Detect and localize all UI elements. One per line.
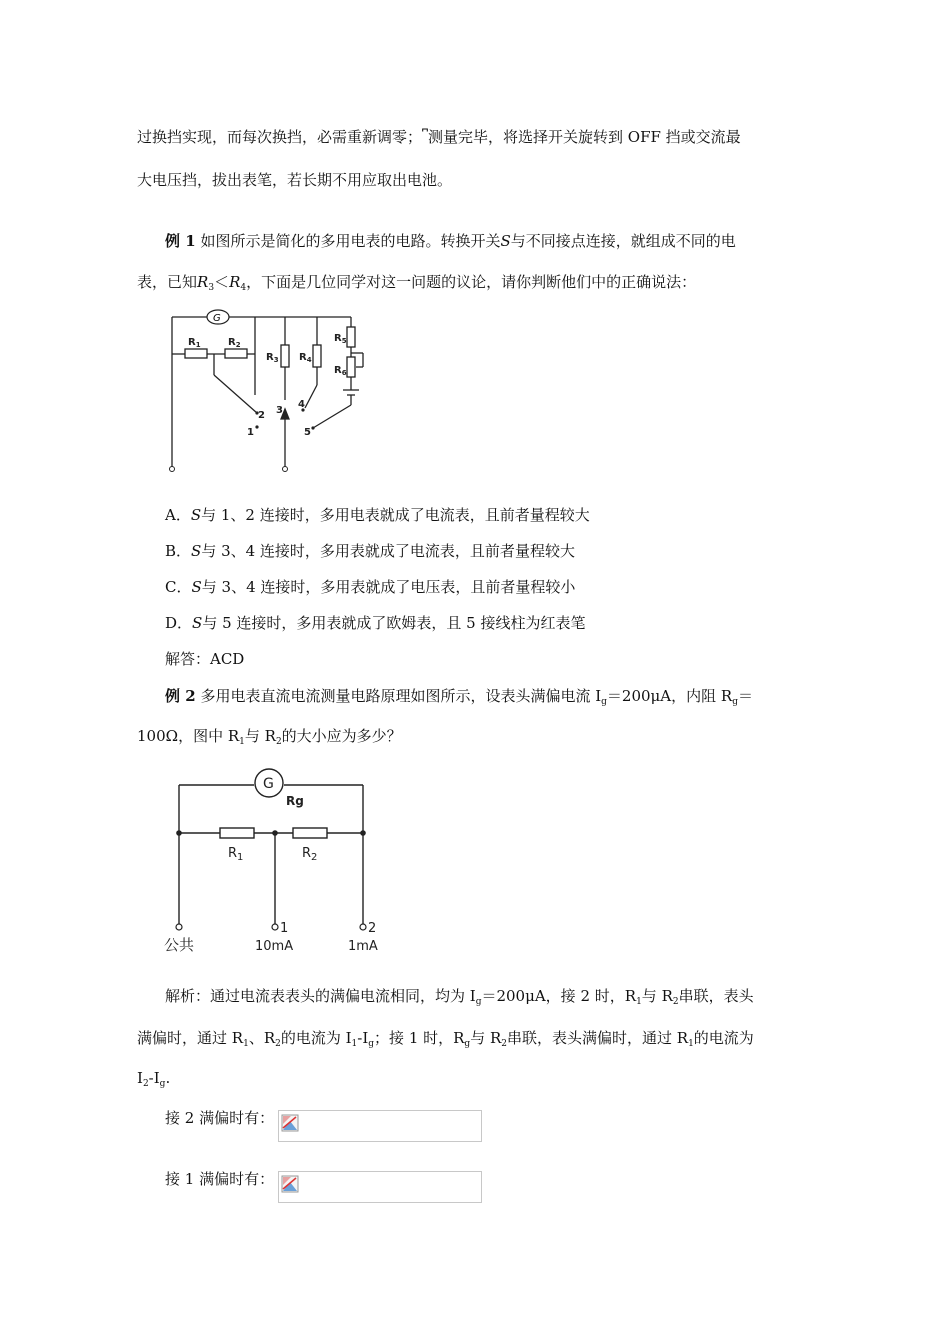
analysis-line-3: $I_2-I_g$. bbox=[137, 1069, 171, 1089]
formula-label-connect-1: 接 1 满偏时有： bbox=[165, 1170, 275, 1188]
paragraph-1-line-1: 过换挡实现，而每次换挡，必需重新调零；⎴测量完毕，将选择开关旋转到 OFF 挡或交流最 bbox=[137, 128, 741, 146]
example-2-line-1: 例 2 多用电表直流电流测量电路原理如图所示，设表头满偏电流 $I_g=200\mu A$，内阻 $R_g=$ bbox=[165, 687, 753, 707]
option-a: A．S与 1、2 连接时，多用电表就成了电流表，且前者量程较大 bbox=[165, 506, 590, 524]
svg-text:R3: $R_3$ bbox=[266, 352, 279, 364]
multimeter-circuit-diagram bbox=[165, 305, 380, 480]
option-c: C．S与 3、4 连接时，多用表就成了电压表，且前者量程较小 bbox=[165, 578, 576, 596]
svg-text:2: 2 bbox=[368, 921, 377, 936]
svg-text:2: 2 bbox=[258, 410, 265, 421]
example-1-label: 例 1 bbox=[165, 232, 196, 250]
svg-text:R2: $R_2$ bbox=[228, 337, 241, 349]
svg-text:R1: $R_1$ bbox=[188, 337, 201, 349]
svg-text:4: 4 bbox=[298, 399, 305, 410]
svg-text:1mA: 1mA bbox=[348, 939, 378, 954]
example-1-line-1: 例 1 如图所示是简化的多用电表的电路。转换开关S与不同接点连接，就组成不同的电 bbox=[165, 232, 736, 250]
tilde-mark: ⎴ bbox=[422, 128, 429, 146]
svg-text:3: 3 bbox=[276, 405, 283, 416]
formula-label-connect-2: 接 2 满偏时有： bbox=[165, 1109, 275, 1127]
example-2-line-2: 100Ω，图中 $R_1$与 $R_2$的大小应为多少？ bbox=[137, 727, 402, 747]
svg-text:Rg: Rg bbox=[286, 794, 304, 808]
example-2-label: 例 2 bbox=[165, 687, 196, 705]
broken-image-icon bbox=[281, 1114, 299, 1132]
svg-text:R1: $R_1$ bbox=[228, 846, 244, 863]
svg-text:1: 1 bbox=[247, 427, 254, 438]
galvanometer-label-2: G bbox=[263, 776, 274, 792]
option-b: B．S与 3、4 连接时，多用表就成了电流表，且前者量程较大 bbox=[165, 542, 575, 560]
formula-image-connect-2 bbox=[278, 1110, 482, 1142]
analysis-line-2: 满偏时，通过 $R_1$、$R_2$的电流为 $I_1-I_g$；接 1 时，$R_g$与 $R_2$串联，表头满偏时，通过 $R_1$的电流为 bbox=[137, 1029, 754, 1049]
formula-image-connect-1 bbox=[278, 1171, 482, 1203]
paragraph-1-line-2: 大电压挡，拔出表笔，若长期不用应取出电池。 bbox=[137, 171, 453, 189]
svg-text:10mA: 10mA bbox=[255, 939, 294, 954]
svg-text:R5: $R_5$ bbox=[334, 333, 347, 345]
svg-text:R2: $R_2$ bbox=[302, 846, 318, 863]
svg-text:公共: 公共 bbox=[164, 936, 195, 954]
svg-text:R6: $R_6$ bbox=[334, 365, 347, 377]
answer-1: 解答：ACD bbox=[165, 650, 245, 668]
broken-image-icon bbox=[281, 1175, 299, 1193]
svg-text:R4: $R_4$ bbox=[299, 352, 312, 364]
example-1-line-2: 表，已知$R_3<R_4$，下面是几位同学对这一问题的议论，请你判断他们中的正确说法： bbox=[137, 273, 697, 293]
analysis-line-1: 解析：通过电流表表头的满偏电流相同，均为 $I_g=200\mu A$，接 2 时，$R_1$与 $R_2$串联，表头 bbox=[165, 987, 754, 1007]
svg-text:5: 5 bbox=[304, 427, 311, 438]
ammeter-circuit-diagram bbox=[160, 765, 390, 960]
svg-text:1: 1 bbox=[280, 921, 289, 936]
option-d: D．S与 5 连接时，多用表就成了欧姆表，且 5 接线柱为红表笔 bbox=[165, 614, 586, 632]
galvanometer-label: G bbox=[213, 313, 221, 324]
